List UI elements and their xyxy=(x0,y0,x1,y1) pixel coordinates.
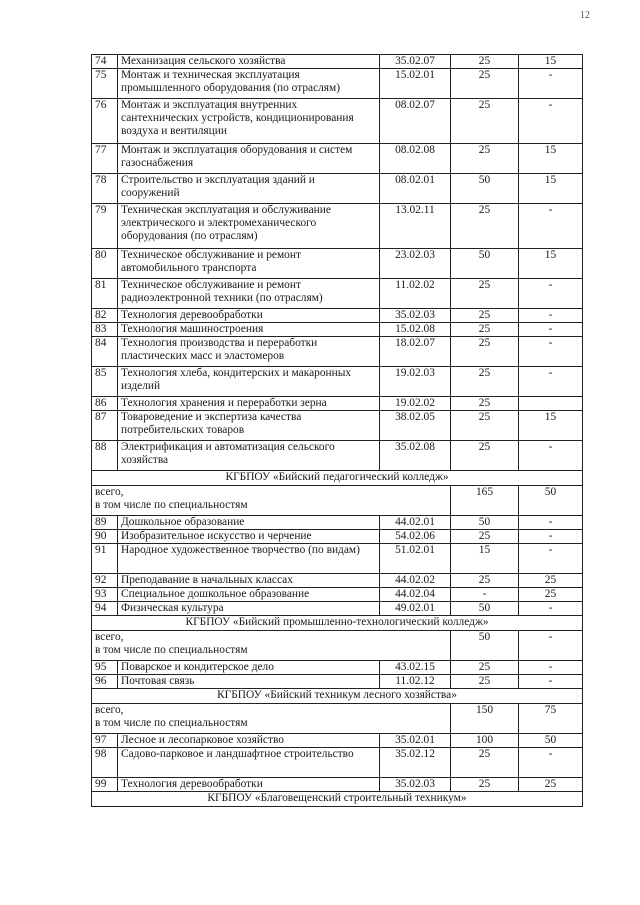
total-label: всего, в том числе по специальностям xyxy=(92,486,451,516)
budget-part-time: 50 xyxy=(519,734,583,748)
table-row xyxy=(92,249,583,279)
table-row xyxy=(92,279,583,309)
table-row xyxy=(92,367,583,397)
budget-part-time: 25 xyxy=(519,574,583,588)
budget-part-time: - xyxy=(519,367,583,397)
budget-part-time: - xyxy=(519,204,583,249)
row-number: 77 xyxy=(92,144,118,174)
row-number: 97 xyxy=(92,734,118,748)
specialty-name: Специальное дошкольное образование xyxy=(118,588,380,602)
specialty-name: Техническое обслуживание и ремонт радиоэлектронной техники (по отраслям) xyxy=(118,279,380,309)
budget-full-time: 15 xyxy=(451,544,519,574)
budget-part-time: - xyxy=(519,99,583,144)
budget-part-time: - xyxy=(519,530,583,544)
specialty-name: Электрификация и автоматизация сельского хозяйства xyxy=(118,441,380,471)
specialty-code: 15.02.08 xyxy=(380,323,451,337)
total-label: всего, в том числе по специальностям xyxy=(92,704,451,734)
budget-full-time: 25 xyxy=(451,204,519,249)
table-row xyxy=(92,574,583,588)
row-number: 81 xyxy=(92,279,118,309)
budget-full-time: 25 xyxy=(451,99,519,144)
total-row xyxy=(92,486,583,516)
specialty-name: Технология производства и переработки пластических масс и эластомеров xyxy=(118,337,380,367)
specialty-name: Механизация сельского хозяйства xyxy=(118,55,380,69)
specialty-code: 19.02.02 xyxy=(380,397,451,411)
budget-part-time: 15 xyxy=(519,144,583,174)
table-row xyxy=(92,337,583,367)
institution-header-row xyxy=(92,689,583,704)
total-row xyxy=(92,704,583,734)
table-row xyxy=(92,530,583,544)
row-number: 78 xyxy=(92,174,118,204)
specialty-code: 35.02.07 xyxy=(380,55,451,69)
specialty-code: 13.02.11 xyxy=(380,204,451,249)
row-number: 74 xyxy=(92,55,118,69)
budget-part-time: - xyxy=(519,544,583,574)
budget-part-time: - xyxy=(519,516,583,530)
total-row xyxy=(92,631,583,661)
specialty-code: 35.02.12 xyxy=(380,748,451,778)
row-number: 92 xyxy=(92,574,118,588)
specialty-code: 51.02.01 xyxy=(380,544,451,574)
row-number: 95 xyxy=(92,661,118,675)
budget-full-time: 25 xyxy=(451,337,519,367)
budget-part-time: - xyxy=(519,602,583,616)
budget-full-time: 50 xyxy=(451,174,519,204)
budget-full-time: 25 xyxy=(451,55,519,69)
budget-full-time: 25 xyxy=(451,144,519,174)
specialty-name: Монтаж и техническая эксплуатация промышленного оборудования (по отраслям) xyxy=(118,69,380,99)
institution-name: КГБПОУ «Бийский педагогический колледж» xyxy=(92,471,583,486)
total-full-time: 165 xyxy=(451,486,519,516)
budget-full-time: 25 xyxy=(451,530,519,544)
specialty-name: Монтаж и эксплуатация оборудования и систем газоснабжения xyxy=(118,144,380,174)
specialty-name: Технология деревообработки xyxy=(118,309,380,323)
table-row xyxy=(92,748,583,778)
specialty-name: Поварское и кондитерское дело xyxy=(118,661,380,675)
budget-full-time: 50 xyxy=(451,249,519,279)
row-number: 93 xyxy=(92,588,118,602)
specialty-name: Дошкольное образование xyxy=(118,516,380,530)
budget-part-time: - xyxy=(519,337,583,367)
budget-part-time: - xyxy=(519,309,583,323)
specialty-code: 35.02.03 xyxy=(380,309,451,323)
specialty-code: 08.02.01 xyxy=(380,174,451,204)
specialty-code: 54.02.06 xyxy=(380,530,451,544)
table-row xyxy=(92,675,583,689)
specialty-name: Изобразительное искусство и черчение xyxy=(118,530,380,544)
table-row xyxy=(92,397,583,411)
budget-part-time: - xyxy=(519,748,583,778)
budget-part-time: - xyxy=(519,69,583,99)
budget-part-time: - xyxy=(519,675,583,689)
table-row xyxy=(92,661,583,675)
budget-full-time: 25 xyxy=(451,411,519,441)
budget-full-time: 50 xyxy=(451,602,519,616)
row-number: 85 xyxy=(92,367,118,397)
row-number: 86 xyxy=(92,397,118,411)
table-row xyxy=(92,778,583,792)
budget-full-time: 25 xyxy=(451,69,519,99)
table-row xyxy=(92,55,583,69)
specialty-name: Технология машиностроения xyxy=(118,323,380,337)
budget-full-time: 25 xyxy=(451,675,519,689)
row-number: 79 xyxy=(92,204,118,249)
table-row xyxy=(92,323,583,337)
table-row xyxy=(92,174,583,204)
specialty-code: 44.02.02 xyxy=(380,574,451,588)
table-row xyxy=(92,441,583,471)
institution-header-row xyxy=(92,616,583,631)
specialty-code: 08.02.07 xyxy=(380,99,451,144)
table-row xyxy=(92,588,583,602)
budget-full-time: 25 xyxy=(451,279,519,309)
specialty-name: Техническая эксплуатация и обслуживание электрического и электромеханического оборудования (по отраслям) xyxy=(118,204,380,249)
budget-full-time: 25 xyxy=(451,661,519,675)
row-number: 87 xyxy=(92,411,118,441)
institution-name: КГБПОУ «Благовещенский строительный техникум» xyxy=(92,792,583,807)
total-full-time: 50 xyxy=(451,631,519,661)
budget-full-time: 50 xyxy=(451,516,519,530)
budget-part-time: 25 xyxy=(519,778,583,792)
specialty-name: Почтовая связь xyxy=(118,675,380,689)
specialties-table xyxy=(91,54,583,807)
specialty-name: Монтаж и эксплуатация внутренних сантехнических устройств, кондиционирования воздуха и вентиляции xyxy=(118,99,380,144)
specialty-name: Лесное и лесопарковое хозяйство xyxy=(118,734,380,748)
row-number: 75 xyxy=(92,69,118,99)
table-row xyxy=(92,69,583,99)
institution-header-row xyxy=(92,471,583,486)
budget-part-time: - xyxy=(519,323,583,337)
row-number: 90 xyxy=(92,530,118,544)
specialty-name: Народное художественное творчество (по видам) xyxy=(118,544,380,574)
specialty-code: 35.02.03 xyxy=(380,778,451,792)
table-row xyxy=(92,516,583,530)
specialty-code: 35.02.01 xyxy=(380,734,451,748)
table-row xyxy=(92,411,583,441)
specialty-code: 44.02.01 xyxy=(380,516,451,530)
budget-full-time: 25 xyxy=(451,441,519,471)
total-part-time: 50 xyxy=(519,486,583,516)
row-number: 96 xyxy=(92,675,118,689)
budget-full-time: 25 xyxy=(451,778,519,792)
budget-part-time: - xyxy=(519,661,583,675)
specialty-name: Садово-парковое и ландшафтное строительство xyxy=(118,748,380,778)
specialty-code: 49.02.01 xyxy=(380,602,451,616)
page-number: 12 xyxy=(580,10,590,21)
budget-part-time: 25 xyxy=(519,588,583,602)
row-number: 94 xyxy=(92,602,118,616)
institution-name: КГБПОУ «Бийский промышленно-технологический колледж» xyxy=(92,616,583,631)
table-row xyxy=(92,144,583,174)
budget-part-time: 15 xyxy=(519,411,583,441)
budget-full-time: 25 xyxy=(451,367,519,397)
row-number: 98 xyxy=(92,748,118,778)
specialty-code: 23.02.03 xyxy=(380,249,451,279)
budget-full-time: 25 xyxy=(451,397,519,411)
row-number: 80 xyxy=(92,249,118,279)
specialty-name: Технология деревообработки xyxy=(118,778,380,792)
row-number: 84 xyxy=(92,337,118,367)
budget-part-time: 15 xyxy=(519,174,583,204)
total-full-time: 150 xyxy=(451,704,519,734)
budget-part-time: - xyxy=(519,441,583,471)
total-label: всего, в том числе по специальностям xyxy=(92,631,451,661)
specialty-code: 18.02.07 xyxy=(380,337,451,367)
specialty-code: 11.02.12 xyxy=(380,675,451,689)
specialty-name: Физическая культура xyxy=(118,602,380,616)
budget-part-time: 15 xyxy=(519,55,583,69)
institution-name: КГБПОУ «Бийский техникум лесного хозяйства» xyxy=(92,689,583,704)
specialty-code: 15.02.01 xyxy=(380,69,451,99)
specialty-name: Технология хлеба, кондитерских и макаронных изделий xyxy=(118,367,380,397)
institution-header-row xyxy=(92,792,583,807)
budget-full-time: 25 xyxy=(451,574,519,588)
budget-full-time: 25 xyxy=(451,748,519,778)
table-body xyxy=(92,55,583,807)
specialty-name: Преподавание в начальных классах xyxy=(118,574,380,588)
specialty-code: 43.02.15 xyxy=(380,661,451,675)
budget-part-time xyxy=(519,397,583,411)
row-number: 99 xyxy=(92,778,118,792)
budget-full-time: - xyxy=(451,588,519,602)
specialty-name: Строительство и эксплуатация зданий и сооружений xyxy=(118,174,380,204)
row-number: 76 xyxy=(92,99,118,144)
table-row xyxy=(92,602,583,616)
specialty-name: Техническое обслуживание и ремонт автомобильного транспорта xyxy=(118,249,380,279)
specialty-code: 11.02.02 xyxy=(380,279,451,309)
specialty-code: 35.02.08 xyxy=(380,441,451,471)
table-row xyxy=(92,309,583,323)
row-number: 91 xyxy=(92,544,118,574)
specialty-name: Технология хранения и переработки зерна xyxy=(118,397,380,411)
specialty-code: 44.02.04 xyxy=(380,588,451,602)
specialty-code: 19.02.03 xyxy=(380,367,451,397)
budget-full-time: 25 xyxy=(451,323,519,337)
budget-part-time: 15 xyxy=(519,249,583,279)
row-number: 82 xyxy=(92,309,118,323)
specialty-code: 38.02.05 xyxy=(380,411,451,441)
table-row xyxy=(92,544,583,574)
budget-full-time: 100 xyxy=(451,734,519,748)
row-number: 89 xyxy=(92,516,118,530)
table-row xyxy=(92,204,583,249)
row-number: 83 xyxy=(92,323,118,337)
specialty-name: Товароведение и экспертиза качества потребительских товаров xyxy=(118,411,380,441)
budget-full-time: 25 xyxy=(451,309,519,323)
table-row xyxy=(92,99,583,144)
total-part-time: 75 xyxy=(519,704,583,734)
row-number: 88 xyxy=(92,441,118,471)
table-row xyxy=(92,734,583,748)
total-part-time: - xyxy=(519,631,583,661)
budget-part-time: - xyxy=(519,279,583,309)
specialty-code: 08.02.08 xyxy=(380,144,451,174)
